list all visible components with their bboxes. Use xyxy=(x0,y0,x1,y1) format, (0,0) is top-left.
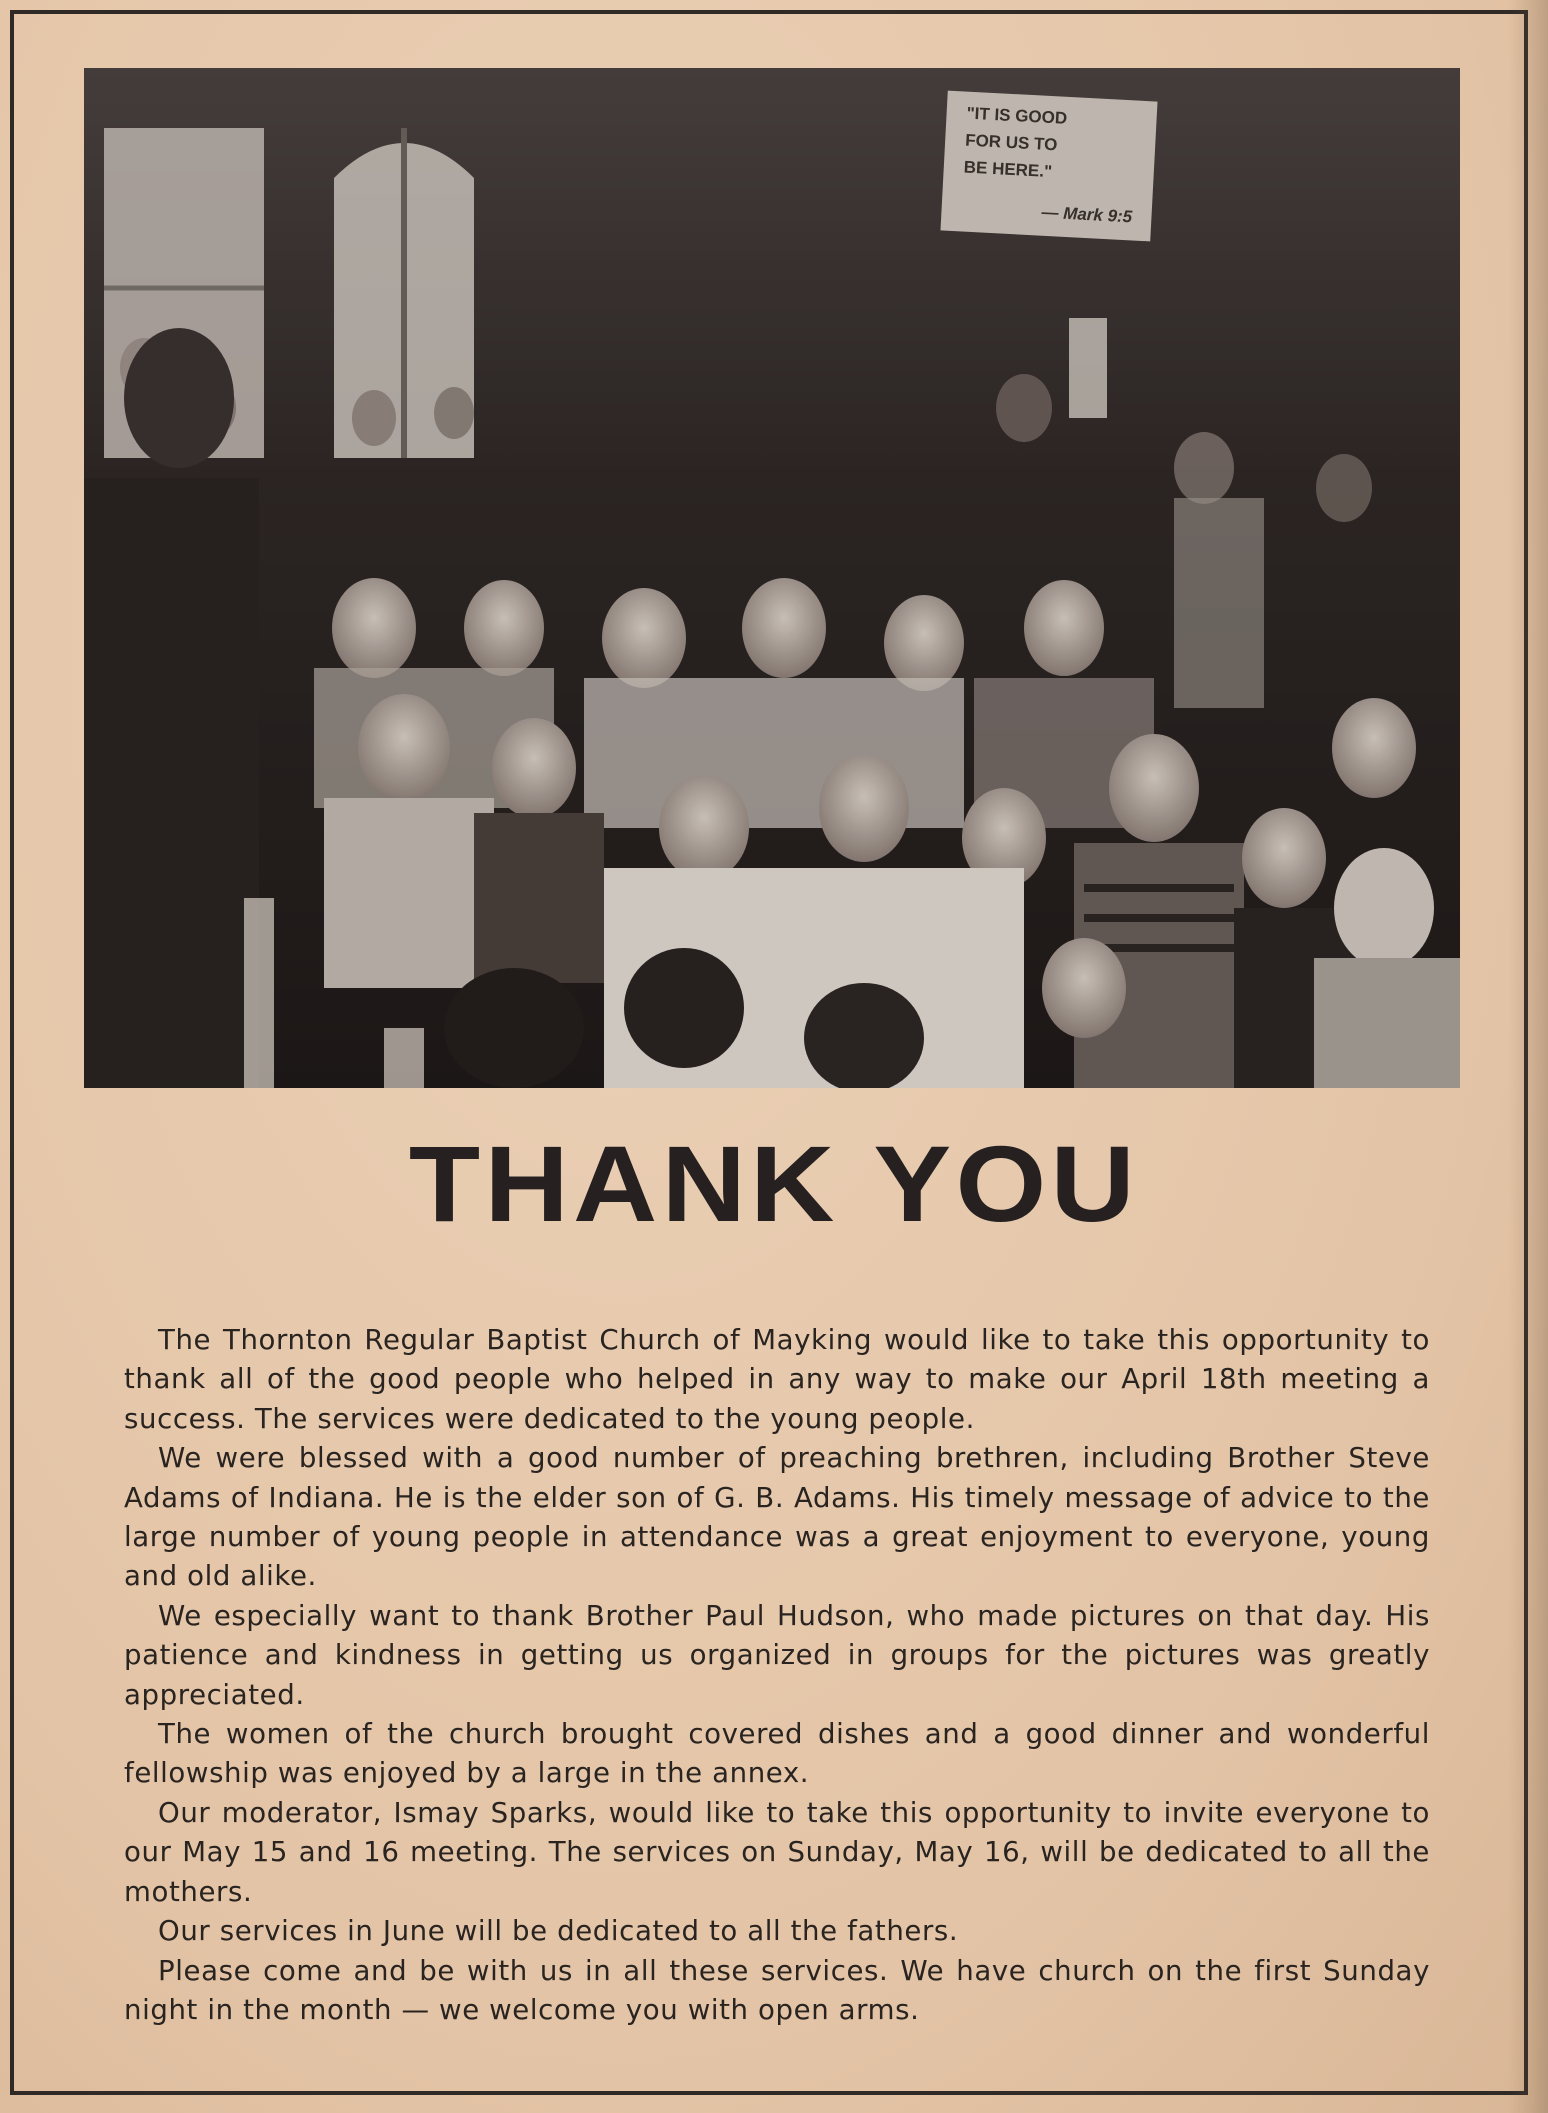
paragraph: The women of the church brought covered dishes and a good dinner and wonderful fellowship was enjoyed by a large in the annex. xyxy=(124,1717,1430,1790)
paragraph: The Thornton Regular Baptist Church of Mayking would like to take this opportunity to thank all of the good people who helped in any way to make our April 18th meeting a success. The services were dedicated to the young people. xyxy=(124,1323,1430,1435)
church-congregation-photo xyxy=(84,68,1460,1088)
paragraph: Our services in June will be dedicated to all the fathers. xyxy=(158,1914,959,1948)
paper-crease xyxy=(1508,0,1548,2113)
svg-text:FOR US TO: FOR US TO xyxy=(964,130,1058,155)
svg-text:BE HERE.": BE HERE." xyxy=(963,157,1053,182)
paragraph: We especially want to thank Brother Paul Hudson, who made pictures on that day. His patience and kindness in getting us organized in groups for the pictures was greatly appreciated. xyxy=(124,1598,1430,1711)
article-body xyxy=(124,1320,1430,2029)
group-photo xyxy=(84,68,1460,1088)
paragraph: Our moderator, Ismay Sparks, would like to take this opportunity to invite everyone to our May 15 and 16 meeting. The services on Sunday, May 16, will be dedicated to all the mothers. xyxy=(124,1795,1430,1908)
svg-text:— Mark 9:5: — Mark 9:5 xyxy=(1041,202,1133,227)
svg-text:"IT IS GOOD: "IT IS GOOD xyxy=(966,103,1068,128)
paragraph: Please come and be with us in all these services. We have church on the first Sunday night in the month — we welcome you with open arms. xyxy=(124,1953,1430,2026)
paragraph: We were blessed with a good number of preaching brethren, including Brother Steve Adams of Indiana. He is the elder son of G. B. Adams. His timely message of advice to the large number of young people in attendance was a great enjoyment to everyone, young and old alike. xyxy=(124,1441,1430,1593)
headline: THANK YOU xyxy=(408,1123,1140,1244)
